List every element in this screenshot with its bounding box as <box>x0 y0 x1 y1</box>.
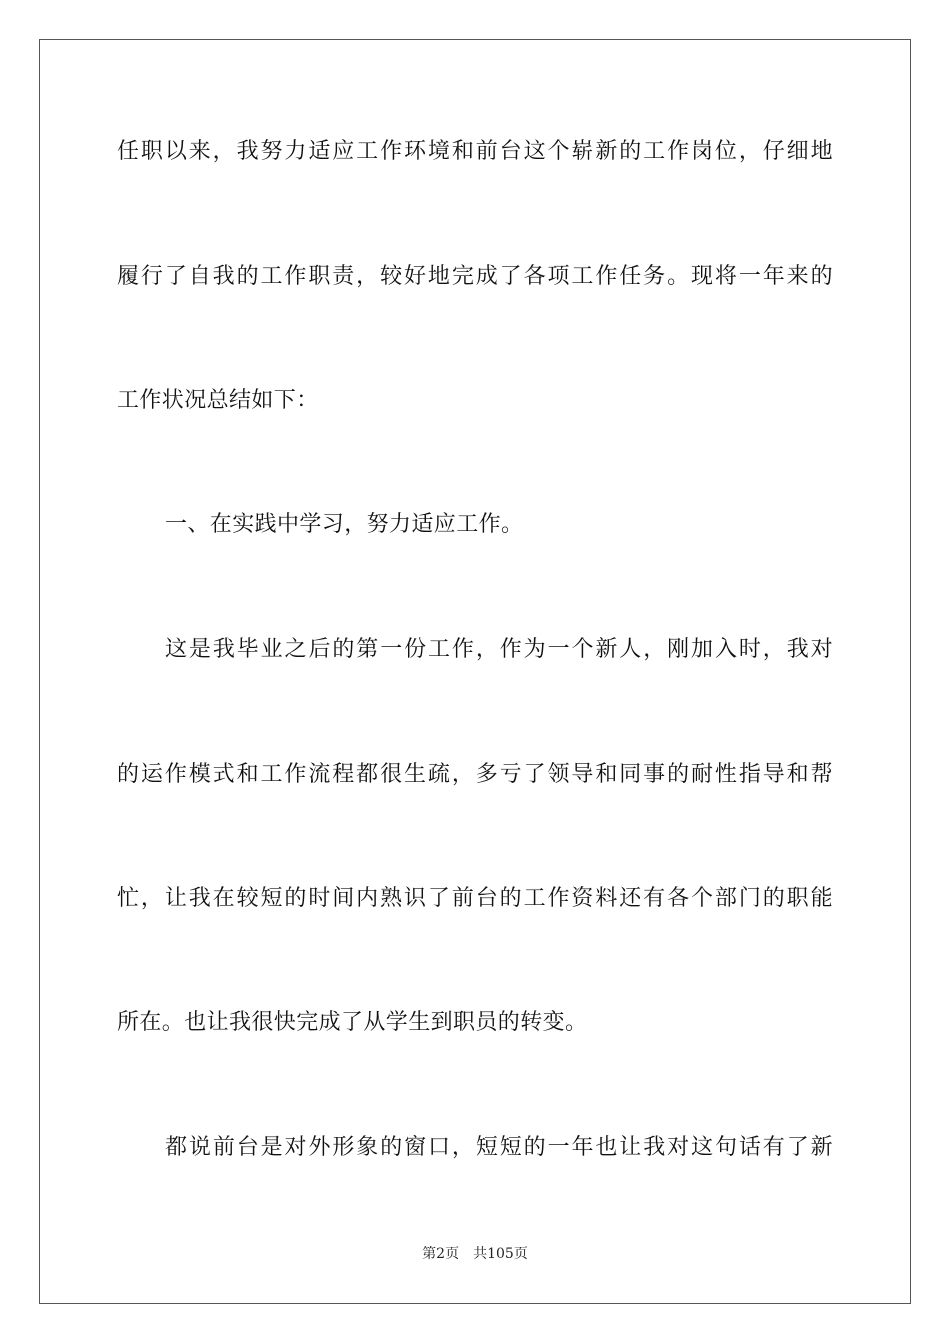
page-number: 第2页 <box>422 1246 460 1262</box>
body-line-2: 履行了自我的工作职责，较好地完成了各项工作任务。现将一年来的 <box>117 264 833 289</box>
body-line-1: 任职以来，我努力适应工作环境和前台这个崭新的工作岗位，仔细地 <box>117 139 833 164</box>
body-line-5: 这是我毕业之后的第一份工作，作为一个新人，刚加入时，我对 <box>165 637 833 662</box>
body-line-9: 都说前台是对外形象的窗口，短短的一年也让我对这句话有了新 <box>165 1135 833 1160</box>
page-border <box>39 39 911 1304</box>
body-line-7: 忙，让我在较短的时间内熟识了前台的工作资料还有各个部门的职能 <box>117 886 833 911</box>
body-line-8: 所在。也让我很快完成了从学生到职员的转变。 <box>117 1010 588 1035</box>
total-pages: 共105页 <box>473 1246 528 1262</box>
section-heading: 一、在实践中学习，努力适应工作。 <box>165 512 524 537</box>
page-footer <box>0 1244 950 1264</box>
body-line-6: 的运作模式和工作流程都很生疏，多亏了领导和同事的耐性指导和帮 <box>117 762 833 787</box>
body-line-3: 工作状况总结如下： <box>117 388 319 413</box>
